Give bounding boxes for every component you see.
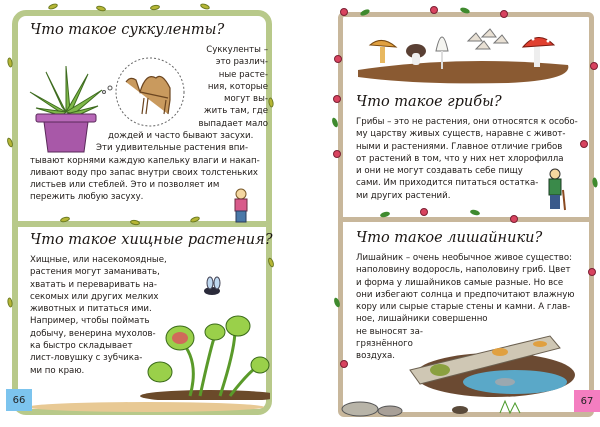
venus-flytrap-icon [140, 310, 270, 400]
text-line: кору или сырые старые стены и камни. А глав- [356, 302, 571, 313]
rose-icon [590, 62, 598, 70]
section-title-carnivorous-plants: Что такое хищные растения? [30, 232, 273, 248]
text-line: Грибы – это не растения, они относятся к особо- [356, 117, 578, 127]
text-line: выпадает мало [198, 118, 268, 129]
text-line: секомых или других мелких [30, 291, 159, 302]
rose-icon [510, 215, 518, 223]
succulents-text-block-1 [180, 44, 268, 130]
text-line: могут вы- [223, 94, 268, 105]
sand-ground [28, 402, 264, 412]
text-line: животных и питаться ими. [30, 304, 152, 315]
text-line: ми других растений. [356, 190, 451, 201]
rose-icon [333, 95, 341, 103]
text-line: наполовину водоросль, наполовину гриб. Цвет [356, 265, 571, 276]
text-line: ми по краю. [30, 365, 85, 376]
page-number-66: 66 [6, 389, 32, 411]
text-line: тывают корнями каждую капельку влаги и накап- [30, 155, 260, 166]
rose-icon [580, 140, 588, 148]
rose-icon [334, 55, 342, 63]
section-title-succulents: Что такое суккуленты? [30, 22, 225, 38]
text-line: они избегают солнца и предпочитают влажную [356, 289, 575, 300]
boy-with-cane-icon [545, 168, 569, 212]
text-line: Эти удивительные растения впи- [96, 143, 249, 154]
text-line: листьев или стеблей. Это и позволяет им [30, 180, 220, 191]
text-line: и они не могут создавать себе пищу [356, 166, 523, 177]
rose-icon [340, 360, 348, 368]
fly-icon [200, 275, 228, 299]
text-line: лист-ловушку с зубчика- [30, 353, 143, 364]
rose-icon [420, 208, 428, 216]
text-line: сами. Им приходится питаться остатка- [356, 178, 539, 189]
text-line: не выносят за- [356, 326, 423, 337]
text-line: Хищные, или насекомоядные, [30, 255, 167, 265]
text-line: хватать и переваривать на- [30, 279, 157, 290]
rose-icon [588, 268, 596, 276]
text-line: му царству живых существ, наравне с живот- [356, 129, 566, 140]
text-line: воздуха. [356, 351, 396, 362]
text-line: пережить любую засуху. [30, 192, 144, 203]
text-line: ливают воду про запас внутри своих толстеньких [30, 167, 259, 178]
lichen-log-pond-illustration [400, 330, 575, 400]
text-line: Суккуленты – [206, 45, 268, 55]
text-line: Например, чтобы поймать [30, 316, 150, 327]
section-title-lichens: Что такое лишайники? [356, 230, 543, 246]
camel-thought-bubble-icon [96, 52, 186, 132]
rose-icon [430, 6, 438, 14]
mushrooms-illustration [358, 25, 578, 85]
rose-icon [333, 150, 341, 158]
text-line: и форма у лишайников самые разные. Но все [356, 277, 564, 288]
section-title-mushrooms: Что такое грибы? [356, 94, 502, 110]
text-line: добычу, венерина мухолов- [30, 328, 156, 339]
page-number-67: 67 [574, 390, 600, 412]
text-line: ка быстро складывает [30, 341, 133, 352]
stones-ground [340, 395, 580, 417]
text-line: ными и растениями. Главное отличие грибов [356, 141, 563, 152]
rose-icon [500, 10, 508, 18]
girl-with-shears-icon [228, 188, 254, 226]
text-line: ные расте- [218, 69, 268, 80]
text-line: Лишайник – очень необычное живое существо: [356, 253, 572, 263]
frame-divider [338, 217, 594, 222]
text-line: дождей и часто бывают засухи. [108, 131, 254, 141]
text-line: жить там, где [203, 106, 268, 117]
text-line: грязнённого [356, 339, 413, 350]
text-line: это различ- [215, 57, 268, 68]
right-page [300, 0, 600, 427]
text-line: ное, лишайники совершенно [356, 314, 488, 325]
rose-icon [340, 8, 348, 16]
text-line: растения могут заманивать, [30, 267, 160, 278]
text-line: ния, которые [207, 81, 268, 92]
text-line: от растений в том, что у них нет хлорофилла [356, 153, 564, 164]
